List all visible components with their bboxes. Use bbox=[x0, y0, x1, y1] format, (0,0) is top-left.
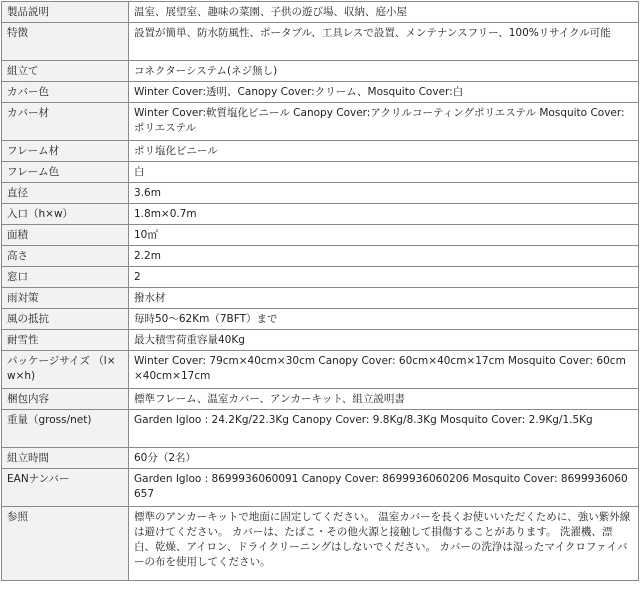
spec-row bbox=[2, 330, 639, 351]
spec-value: Winter Cover:透明、Canopy Cover:クリーム、Mosquito Cover:白 bbox=[129, 82, 639, 103]
spec-value: 撥水材 bbox=[129, 288, 639, 309]
spec-label: 入口（h×w） bbox=[2, 204, 129, 225]
spec-value: 標準のアンカーキットで地面に固定してください。 温室カバーを長くお使いいただくために、強い紫外線は避けてください。 カバーは、たばこ・その他火源と接触して損傷することがあります。 洗濯機、漂白、乾燥、アイロン、ドライクリーニングはしないでください。 カバーの洗浄は湿ったマイクロファイバーの布を使用してください。 bbox=[129, 507, 639, 581]
spec-row bbox=[2, 246, 639, 267]
spec-row bbox=[2, 82, 639, 103]
spec-label: 製品説明 bbox=[2, 2, 129, 23]
spec-row bbox=[2, 162, 639, 183]
spec-value: 温室、展望室、趣味の菜園、子供の遊び場、収納、庭小屋 bbox=[129, 2, 639, 23]
spec-label: 梱包内容 bbox=[2, 389, 129, 410]
spec-label: カバー材 bbox=[2, 103, 129, 141]
spec-label: 組立て bbox=[2, 61, 129, 82]
spec-label: カバー色 bbox=[2, 82, 129, 103]
spec-value: 60分（2名） bbox=[129, 448, 639, 469]
spec-value: 3.6m bbox=[129, 183, 639, 204]
spec-row bbox=[2, 103, 639, 141]
spec-label: 窓口 bbox=[2, 267, 129, 288]
spec-label: 重量（gross/net) bbox=[2, 410, 129, 448]
spec-value: Winter Cover: 79cm×40cm×30cm Canopy Cover: 60cm×40cm×17cm Mosquito Cover: 60cm×40cm×17cm bbox=[129, 351, 639, 389]
spec-value: 設置が簡単、防水防風性、ポータブル、工具レスで設置、メンテナンスフリー、100%リサイクル可能 bbox=[129, 23, 639, 61]
spec-row bbox=[2, 469, 639, 507]
spec-label: 風の抵抗 bbox=[2, 309, 129, 330]
spec-value: ポリ塩化ビニール bbox=[129, 141, 639, 162]
spec-row bbox=[2, 183, 639, 204]
spec-label: EANナンバー bbox=[2, 469, 129, 507]
spec-row bbox=[2, 288, 639, 309]
spec-value: 2 bbox=[129, 267, 639, 288]
spec-row bbox=[2, 389, 639, 410]
spec-value: 標準フレーム、温室カバー、アンカーキット、組立説明書 bbox=[129, 389, 639, 410]
spec-row bbox=[2, 204, 639, 225]
spec-row bbox=[2, 309, 639, 330]
spec-label: 組立時間 bbox=[2, 448, 129, 469]
spec-label: フレーム色 bbox=[2, 162, 129, 183]
spec-value: 白 bbox=[129, 162, 639, 183]
spec-label: 直径 bbox=[2, 183, 129, 204]
spec-row bbox=[2, 141, 639, 162]
spec-row bbox=[2, 448, 639, 469]
spec-label: 雨対策 bbox=[2, 288, 129, 309]
spec-value: 10㎡ bbox=[129, 225, 639, 246]
spec-value: 最大積雪荷重容量40Kg bbox=[129, 330, 639, 351]
spec-row bbox=[2, 61, 639, 82]
spec-row bbox=[2, 225, 639, 246]
spec-value: 毎時50～62Km（7BFT）まで bbox=[129, 309, 639, 330]
spec-table-body bbox=[2, 2, 639, 581]
spec-label: 特徴 bbox=[2, 23, 129, 61]
spec-row bbox=[2, 410, 639, 448]
spec-value: コネクターシステム(ネジ無し) bbox=[129, 61, 639, 82]
spec-label: フレーム材 bbox=[2, 141, 129, 162]
spec-value: 1.8m×0.7m bbox=[129, 204, 639, 225]
spec-label: 耐雪性 bbox=[2, 330, 129, 351]
spec-value: 2.2m bbox=[129, 246, 639, 267]
spec-row bbox=[2, 507, 639, 581]
spec-table bbox=[1, 1, 639, 581]
spec-label: 高さ bbox=[2, 246, 129, 267]
spec-row bbox=[2, 2, 639, 23]
spec-label: 参照 bbox=[2, 507, 129, 581]
spec-label: 面積 bbox=[2, 225, 129, 246]
spec-value: Winter Cover:軟質塩化ビニール Canopy Cover:アクリルコーティングポリエステル Mosquito Cover:ポリエステル bbox=[129, 103, 639, 141]
spec-value: Garden Igloo : 8699936060091 Canopy Cover: 8699936060206 Mosquito Cover: 8699936060657 bbox=[129, 469, 639, 507]
spec-label: パッケージサイズ （l×w×h) bbox=[2, 351, 129, 389]
spec-row bbox=[2, 23, 639, 61]
spec-row bbox=[2, 267, 639, 288]
spec-row bbox=[2, 351, 639, 389]
spec-value: Garden Igloo : 24.2Kg/22.3Kg Canopy Cover: 9.8Kg/8.3Kg Mosquito Cover: 2.9Kg/1.5Kg bbox=[129, 410, 639, 448]
